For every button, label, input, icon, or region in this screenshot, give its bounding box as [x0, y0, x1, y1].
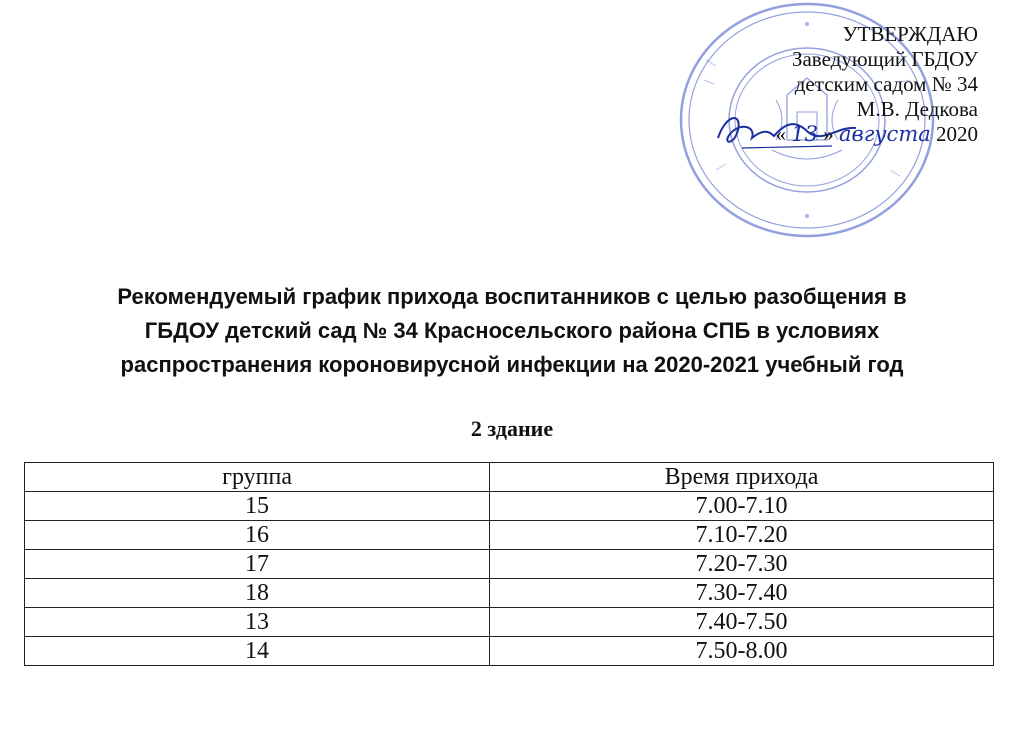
- approval-name: М.В. Дедкова: [856, 97, 978, 121]
- cell-time: 7.50-8.00: [490, 637, 994, 666]
- cell-time: 7.40-7.50: [490, 608, 994, 637]
- cell-group: 18: [25, 579, 490, 608]
- cell-group: 13: [25, 608, 490, 637]
- table-row: [25, 579, 994, 608]
- cell-time: 7.30-7.40: [490, 579, 994, 608]
- table-header-row: [25, 463, 994, 492]
- cell-group: 17: [25, 550, 490, 579]
- table-row: [25, 492, 994, 521]
- date-quote-close: »: [823, 122, 834, 146]
- arrival-schedule-table: [24, 462, 994, 666]
- approval-heading: УТВЕРЖДАЮ: [842, 22, 978, 46]
- cell-group: 16: [25, 521, 490, 550]
- date-quote-open: «: [775, 122, 787, 146]
- cell-group: 15: [25, 492, 490, 521]
- document-title: [20, 280, 1004, 382]
- approval-organization: детским садом № 34: [794, 72, 978, 96]
- cell-time: 7.20-7.30: [490, 550, 994, 579]
- cell-time: 7.10-7.20: [490, 521, 994, 550]
- header-arrival-time: Время прихода: [490, 463, 994, 492]
- approval-date: [678, 122, 978, 147]
- table-row: [25, 637, 994, 666]
- date-day: 13: [791, 122, 819, 146]
- title-line-1: Рекомендуемый график прихода воспитанников с целью разобщения в: [117, 284, 907, 309]
- table-row: [25, 550, 994, 579]
- approval-block: [678, 22, 978, 147]
- cell-group: 14: [25, 637, 490, 666]
- cell-time: 7.00-7.10: [490, 492, 994, 521]
- header-group: группа: [25, 463, 490, 492]
- title-line-3: распространения короновирусной инфекции на 2020-2021 учебный год: [120, 352, 904, 377]
- title-line-2: ГБДОУ детский сад № 34 Красносельского района СПБ в условиях: [144, 318, 880, 343]
- table-row: [25, 521, 994, 550]
- table-row: [25, 608, 994, 637]
- date-month: августа: [839, 122, 931, 146]
- building-label: 2 здание: [470, 416, 554, 441]
- date-year: 2020: [936, 122, 978, 146]
- approval-position: Заведующий ГБДОУ: [791, 47, 978, 71]
